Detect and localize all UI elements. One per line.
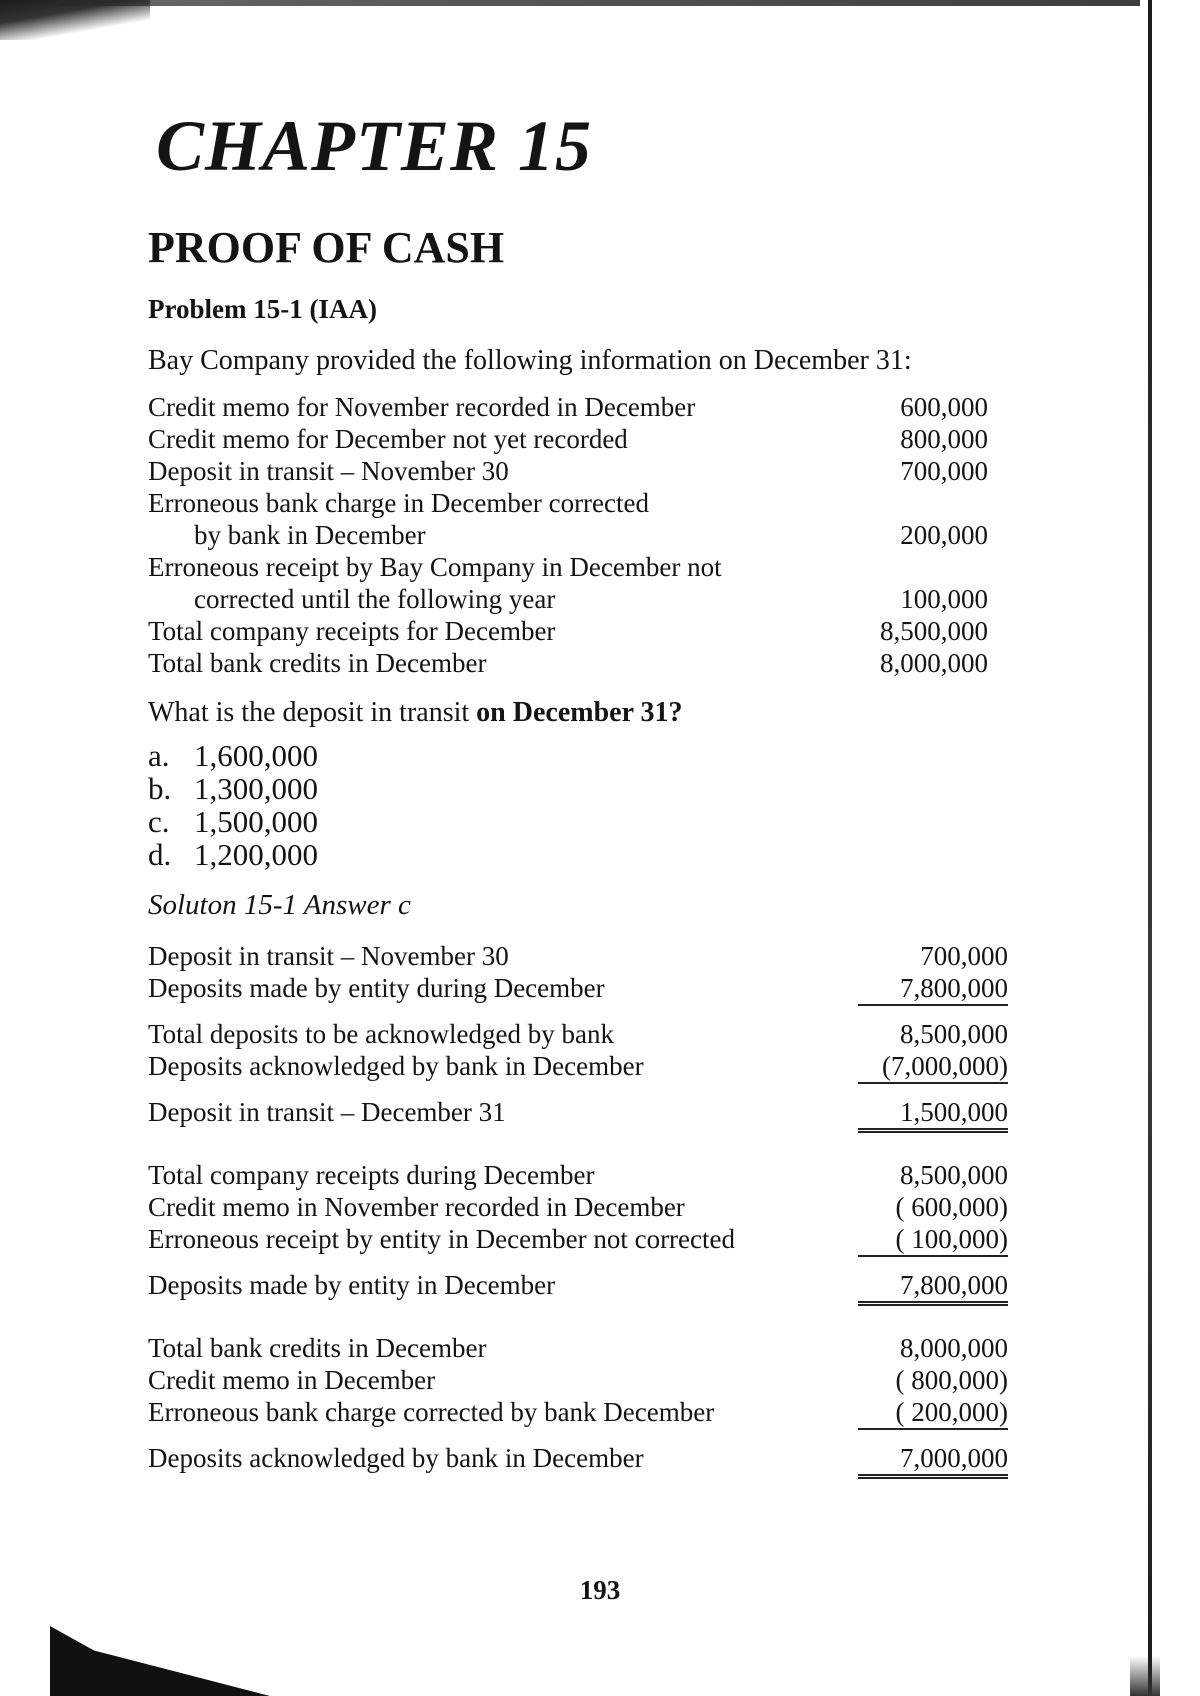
question-emphasis: on December 31? — [476, 697, 683, 729]
problem-data-list — [148, 391, 988, 679]
solution-block-deposit-in-transit — [148, 940, 1008, 1133]
item-amount: 200,000 — [900, 520, 988, 551]
problem-item — [148, 487, 988, 551]
solution-row-total — [148, 1096, 1008, 1133]
problem-item — [148, 391, 988, 423]
item-label: Total bank credits in December — [148, 648, 487, 679]
solution-title: Soluton 15-1 Answer c — [148, 889, 411, 922]
page-number: 193 — [579, 1575, 621, 1605]
solution-amount: 8,000,000 — [900, 1333, 1008, 1364]
item-amount: 8,500,000 — [880, 616, 988, 647]
solution-label: Deposits acknowledged by bank in December — [148, 1443, 644, 1474]
solution-label: Erroneous bank charge corrected by bank December — [148, 1397, 715, 1428]
item-amount: 8,000,000 — [880, 648, 988, 679]
solution-row — [148, 1223, 1008, 1257]
item-amount: 100,000 — [900, 584, 988, 615]
problem-intro: Bay Company provided the following information on December 31: — [148, 345, 912, 376]
item-amount: 600,000 — [900, 392, 988, 423]
solution-row — [148, 940, 1008, 972]
solution-label: Deposits made by entity in December — [148, 1270, 556, 1301]
solution-amount: ( 800,000) — [895, 1365, 1008, 1396]
choice-letter: b. — [148, 771, 172, 807]
solution-label: Total bank credits in December — [148, 1333, 487, 1364]
solution-block-deposits-by-entity — [148, 1159, 1008, 1306]
solution-amount: 700,000 — [920, 941, 1008, 972]
question-text: What is the deposit in transit — [148, 697, 477, 729]
solution-row — [148, 972, 1008, 1006]
chapter-heading: CHAPTER 15 — [156, 106, 593, 186]
solution-amount: ( 200,000) — [858, 1396, 1008, 1430]
choice-item — [148, 838, 1008, 871]
answer-choices — [148, 739, 1008, 871]
solution-row — [148, 1332, 1008, 1364]
solution-row — [148, 1159, 1008, 1191]
item-label: Credit memo for November recorded in December — [148, 392, 696, 423]
scan-edge-top — [60, 0, 1140, 6]
item-label: Total company receipts for December — [148, 616, 556, 647]
solution-row — [148, 1018, 1008, 1050]
problem-item — [148, 423, 988, 455]
item-amount: 800,000 — [900, 424, 988, 455]
solution-label: Total company receipts during December — [148, 1160, 595, 1191]
solution-label: Credit memo in November recorded in December — [148, 1192, 685, 1223]
solution-row-total — [148, 1442, 1008, 1479]
scan-shadow-bottom-left — [50, 1626, 270, 1696]
item-label: Erroneous bank charge in December corrected — [148, 488, 650, 519]
solution-amount: 7,000,000 — [858, 1442, 1008, 1479]
choice-item — [148, 805, 1008, 838]
solution-label: Deposit in transit – November 30 — [148, 941, 509, 972]
choice-letter: c. — [148, 804, 170, 840]
solution-row — [148, 1396, 1008, 1430]
solution-label: Deposit in transit – December 31 — [148, 1097, 506, 1128]
item-label: Credit memo for December not yet recorded — [148, 424, 628, 455]
solution-row — [148, 1050, 1008, 1084]
solution-amount: 8,500,000 — [900, 1160, 1008, 1191]
problem-item — [148, 615, 988, 647]
choice-item — [148, 772, 1008, 805]
choice-value: 1,200,000 — [194, 837, 318, 873]
solution-amount: 1,500,000 — [858, 1096, 1008, 1133]
scan-edge-right — [1148, 0, 1152, 1696]
solution-row — [148, 1364, 1008, 1396]
item-amount: 700,000 — [900, 456, 988, 487]
solution-block-bank-acknowledged — [148, 1332, 1008, 1479]
solution-amount: (7,000,000) — [858, 1050, 1008, 1084]
problem-item — [148, 647, 988, 679]
scan-shadow-bottom-right — [1130, 1656, 1160, 1696]
choice-item — [148, 739, 1008, 772]
problem-title: Problem 15-1 (IAA) — [148, 294, 377, 324]
solution-amount: 8,500,000 — [900, 1019, 1008, 1050]
solution-amount: ( 600,000) — [895, 1192, 1008, 1223]
section-title: PROOF OF CASH — [148, 223, 505, 272]
solution-label: Deposits made by entity during December — [148, 973, 605, 1004]
choice-value: 1,500,000 — [194, 804, 318, 840]
problem-item — [148, 551, 988, 615]
solution-label: Credit memo in December — [148, 1365, 436, 1396]
solution-label: Erroneous receipt by entity in December not corrected — [148, 1224, 735, 1255]
scan-shadow-top-left — [0, 0, 150, 40]
question — [148, 697, 1008, 729]
solution-amount: 7,800,000 — [858, 972, 1008, 1006]
choice-letter: d. — [148, 837, 172, 873]
item-label-continued: corrected until the following year — [194, 584, 556, 615]
solution-label: Total deposits to be acknowledged by bank — [148, 1019, 615, 1050]
solution-row — [148, 1191, 1008, 1223]
item-label: Deposit in transit – November 30 — [148, 456, 509, 487]
solution-amount: ( 100,000) — [858, 1223, 1008, 1257]
item-label: Erroneous receipt by Bay Company in December not — [148, 552, 722, 583]
solution-row-total — [148, 1269, 1008, 1306]
book-page — [148, 106, 1008, 1493]
solution-label: Deposits acknowledged by bank in December — [148, 1051, 644, 1082]
choice-value: 1,600,000 — [194, 738, 318, 774]
choice-value: 1,300,000 — [194, 771, 318, 807]
solution-amount: 7,800,000 — [858, 1269, 1008, 1306]
problem-item — [148, 455, 988, 487]
item-label-continued: by bank in December — [194, 520, 426, 551]
choice-letter: a. — [148, 738, 170, 774]
